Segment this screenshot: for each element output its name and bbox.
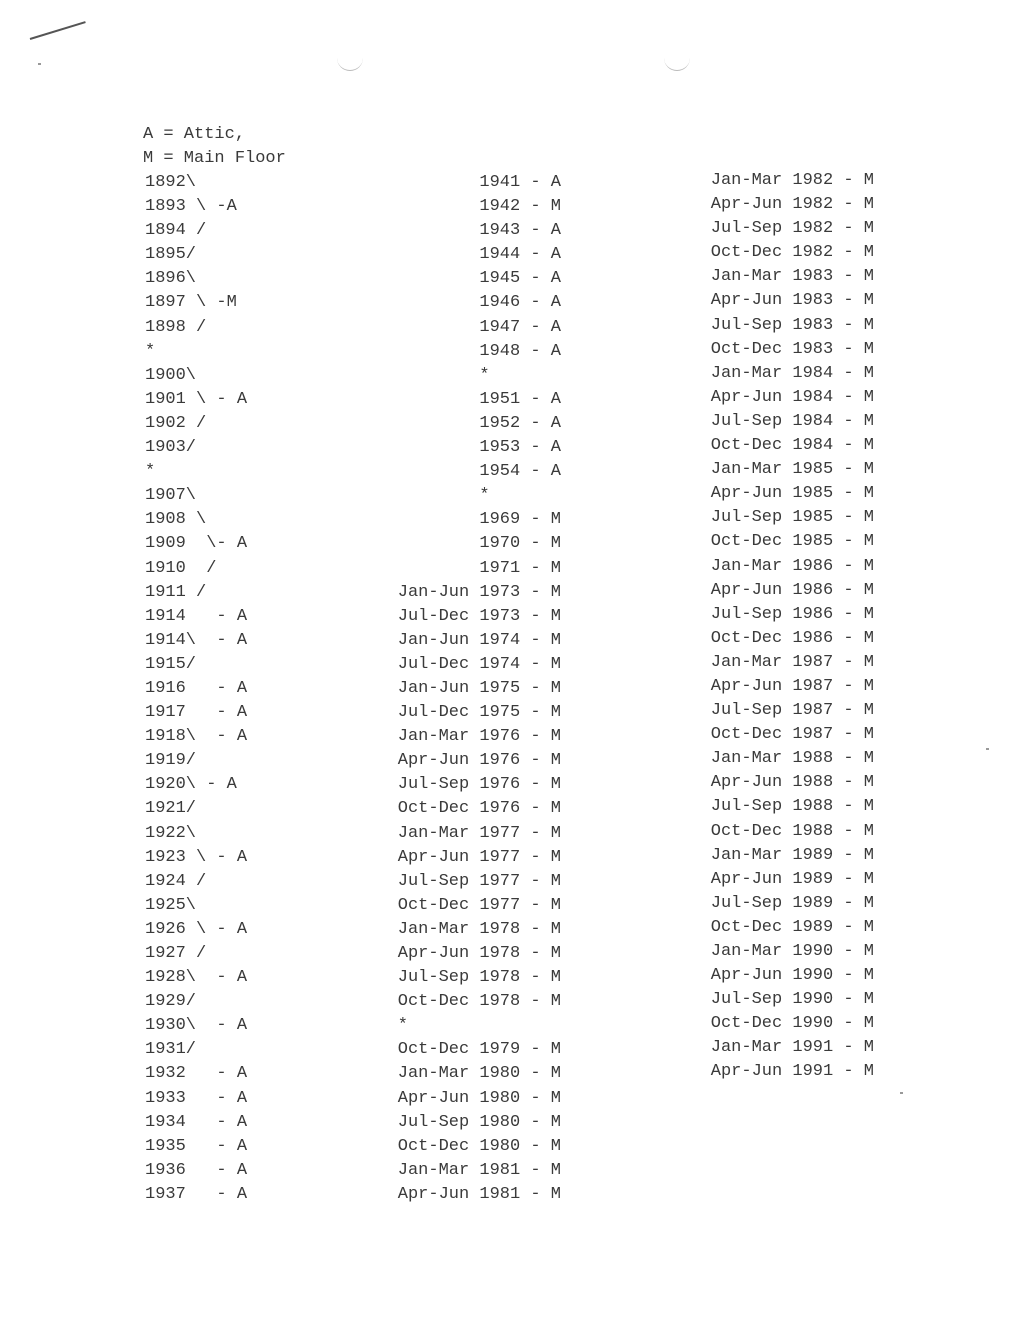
list-item: Jan-Mar 1986 - M: [710, 556, 874, 576]
list-item: Jan-Mar 1978 - M: [397, 919, 561, 939]
list-item: Jul-Dec 1973 - M: [397, 606, 561, 626]
list-item: 1927 /: [145, 944, 207, 963]
list-item: Apr-Jun 1978 - M: [397, 944, 561, 963]
list-item: 1894 /: [145, 221, 207, 241]
list-item: 1921/: [145, 799, 197, 819]
list-item: Apr-Jun 1983 - M: [710, 291, 874, 311]
list-item: 1942 - M: [479, 197, 561, 217]
list-item: 1918\ - A: [145, 727, 248, 747]
list-item: 1919/: [145, 751, 197, 771]
list-item: Jul-Sep 1976 - M: [397, 775, 561, 795]
list-item: Apr-Jun 1976 - M: [397, 751, 561, 771]
list-item: Jul-Sep 1977 - M: [397, 871, 561, 891]
list-item: 1929/: [145, 992, 197, 1012]
list-item: 1895/: [145, 245, 197, 265]
list-item: Jul-Sep 1988 - M: [710, 797, 874, 817]
list-item: Oct-Dec 1976 - M: [397, 799, 561, 819]
list-item: 1902 /: [145, 413, 207, 433]
list-item: Jan-Jun 1973 - M: [397, 582, 561, 602]
list-item: 1943 - A: [479, 221, 561, 241]
list-item: Apr-Jun 1980 - M: [397, 1088, 561, 1108]
scan-speck: [900, 1092, 903, 1094]
list-item: 1928\ - A: [145, 968, 248, 988]
list-item: Jan-Jun 1974 - M: [397, 630, 561, 650]
list-item: Oct-Dec 1987 - M: [710, 725, 874, 745]
list-item: Jan-Mar 1977 - M: [397, 823, 561, 843]
scan-speck: [38, 63, 41, 65]
list-item: *: [145, 462, 156, 482]
list-item: 1907\: [145, 486, 197, 506]
scan-speck: [986, 748, 989, 750]
list-item: 1930\ - A: [145, 1016, 248, 1036]
list-item: 1897 \ -M: [145, 293, 237, 313]
list-item: Jan-Mar 1981 - M: [397, 1160, 561, 1180]
list-item: Jul-Sep 1986 - M: [710, 604, 874, 624]
list-item: Apr-Jun 1988 - M: [710, 773, 874, 793]
list-item: 1932 - A: [145, 1064, 248, 1084]
legend-line: A = Attic,: [143, 125, 246, 144]
list-item: 1924 /: [145, 871, 207, 891]
list-item: 1944 - A: [479, 245, 561, 265]
list-item: 1941 - A: [479, 173, 561, 192]
list-item: Oct-Dec 1980 - M: [397, 1136, 561, 1156]
list-item: Oct-Dec 1983 - M: [710, 339, 874, 359]
list-item: 1925\: [145, 895, 197, 915]
list-item: 1920\ - A: [145, 775, 237, 795]
list-item: Oct-Dec 1989 - M: [710, 917, 874, 937]
list-item: Oct-Dec 1979 - M: [397, 1040, 561, 1060]
list-item: Jan-Mar 1988 - M: [710, 749, 874, 769]
legend-line: M = Main Floor: [143, 149, 286, 169]
list-item: 1915/: [145, 654, 197, 674]
list-item: *: [479, 365, 561, 385]
column-3-list: [666, 169, 874, 1085]
list-item: 1931/: [145, 1040, 197, 1060]
list-item: Jul-Sep 1984 - M: [710, 411, 874, 431]
list-item: Jul-Dec 1974 - M: [397, 654, 561, 674]
list-item: Oct-Dec 1977 - M: [397, 895, 561, 915]
list-item: Jul-Sep 1987 - M: [710, 701, 874, 721]
list-item: Oct-Dec 1984 - M: [710, 436, 874, 456]
list-item: 1893 \ -A: [145, 197, 237, 217]
list-item: 1953 - A: [479, 438, 561, 458]
list-item: 1971 - M: [479, 558, 561, 578]
list-item: 1926 \ - A: [145, 919, 248, 939]
list-item: Jul-Sep 1983 - M: [710, 315, 874, 335]
list-item: 1937 - A: [145, 1184, 248, 1204]
list-item: 1946 - A: [479, 293, 561, 313]
list-item: Oct-Dec 1985 - M: [710, 532, 874, 552]
list-item: 1952 - A: [479, 413, 561, 433]
list-item: Apr-Jun 1982 - M: [710, 195, 874, 215]
list-item: 1903/: [145, 438, 197, 458]
list-item: Jan-Mar 1991 - M: [710, 1038, 874, 1058]
list-item: Jan-Mar 1983 - M: [710, 267, 874, 287]
list-item: 1901 \ - A: [145, 389, 248, 409]
list-item: Jul-Sep 1978 - M: [397, 968, 561, 988]
list-item: 1900\: [145, 365, 197, 385]
list-item: Jan-Mar 1982 - M: [710, 171, 874, 190]
list-item: 1910 /: [145, 558, 217, 578]
list-item: Jan-Mar 1980 - M: [397, 1064, 561, 1084]
list-item: 1945 - A: [479, 269, 561, 289]
legend: [143, 123, 286, 171]
list-item: Jan-Mar 1989 - M: [710, 845, 874, 865]
list-item: Apr-Jun 1990 - M: [710, 966, 874, 986]
column-2-list: [361, 171, 561, 1207]
list-item: Jul-Dec 1975 - M: [397, 703, 561, 723]
list-item: 1922\: [145, 823, 197, 843]
list-item: 1923 \ - A: [145, 847, 248, 867]
list-item: Apr-Jun 1986 - M: [710, 580, 874, 600]
list-item: Jul-Sep 1980 - M: [397, 1112, 561, 1132]
list-item: Jan-Mar 1985 - M: [710, 460, 874, 480]
list-item: Oct-Dec 1978 - M: [397, 992, 561, 1012]
list-item: Oct-Dec 1988 - M: [710, 821, 874, 841]
list-item: 1948 - A: [479, 341, 561, 361]
list-item: Jul-Sep 1990 - M: [710, 990, 874, 1010]
list-item: 1892\: [145, 173, 197, 192]
list-item: 1914 - A: [145, 606, 248, 626]
list-item: Jan-Mar 1984 - M: [710, 363, 874, 383]
list-item: 1947 - A: [479, 317, 561, 337]
punch-hole-right: [664, 48, 690, 71]
punch-hole-left: [337, 48, 363, 71]
list-item: 1917 - A: [145, 703, 248, 723]
list-item: Apr-Jun 1977 - M: [397, 847, 561, 867]
list-item: *: [479, 486, 561, 506]
list-item: Apr-Jun 1985 - M: [710, 484, 874, 504]
list-item: Apr-Jun 1987 - M: [710, 676, 874, 696]
list-item: 1936 - A: [145, 1160, 248, 1180]
list-item: Oct-Dec 1982 - M: [710, 243, 874, 263]
list-item: 1909 \- A: [145, 534, 248, 554]
list-item: Jul-Sep 1989 - M: [710, 893, 874, 913]
list-item: 1934 - A: [145, 1112, 248, 1132]
list-item: Apr-Jun 1989 - M: [710, 869, 874, 889]
list-item: 1954 - A: [479, 462, 561, 482]
list-item: 1916 - A: [145, 678, 248, 698]
list-item: 1896\: [145, 269, 197, 289]
list-item: Jan-Mar 1987 - M: [710, 652, 874, 672]
list-item: 1951 - A: [479, 389, 561, 409]
list-item: 1914\ - A: [145, 630, 248, 650]
list-item: *: [397, 1016, 561, 1036]
list-item: Apr-Jun 1981 - M: [397, 1184, 561, 1204]
list-item: *: [145, 341, 156, 361]
list-item: 1908 \: [145, 510, 207, 530]
list-item: Jan-Mar 1976 - M: [397, 727, 561, 747]
list-item: Jul-Sep 1985 - M: [710, 508, 874, 528]
pen-mark: [30, 21, 86, 40]
list-item: 1969 - M: [479, 510, 561, 530]
list-item: 1935 - A: [145, 1136, 248, 1156]
list-item: Jul-Sep 1982 - M: [710, 219, 874, 239]
list-item: 1933 - A: [145, 1088, 248, 1108]
list-item: 1970 - M: [479, 534, 561, 554]
list-item: 1898 /: [145, 317, 207, 337]
list-item: Oct-Dec 1990 - M: [710, 1014, 874, 1034]
list-item: Jan-Jun 1975 - M: [397, 678, 561, 698]
column-1-list: [145, 171, 247, 1207]
list-item: Jan-Mar 1990 - M: [710, 942, 874, 961]
list-item: Apr-Jun 1991 - M: [710, 1062, 874, 1082]
list-item: Apr-Jun 1984 - M: [710, 387, 874, 407]
list-item: Oct-Dec 1986 - M: [710, 628, 874, 648]
list-item: 1911 /: [145, 582, 207, 602]
